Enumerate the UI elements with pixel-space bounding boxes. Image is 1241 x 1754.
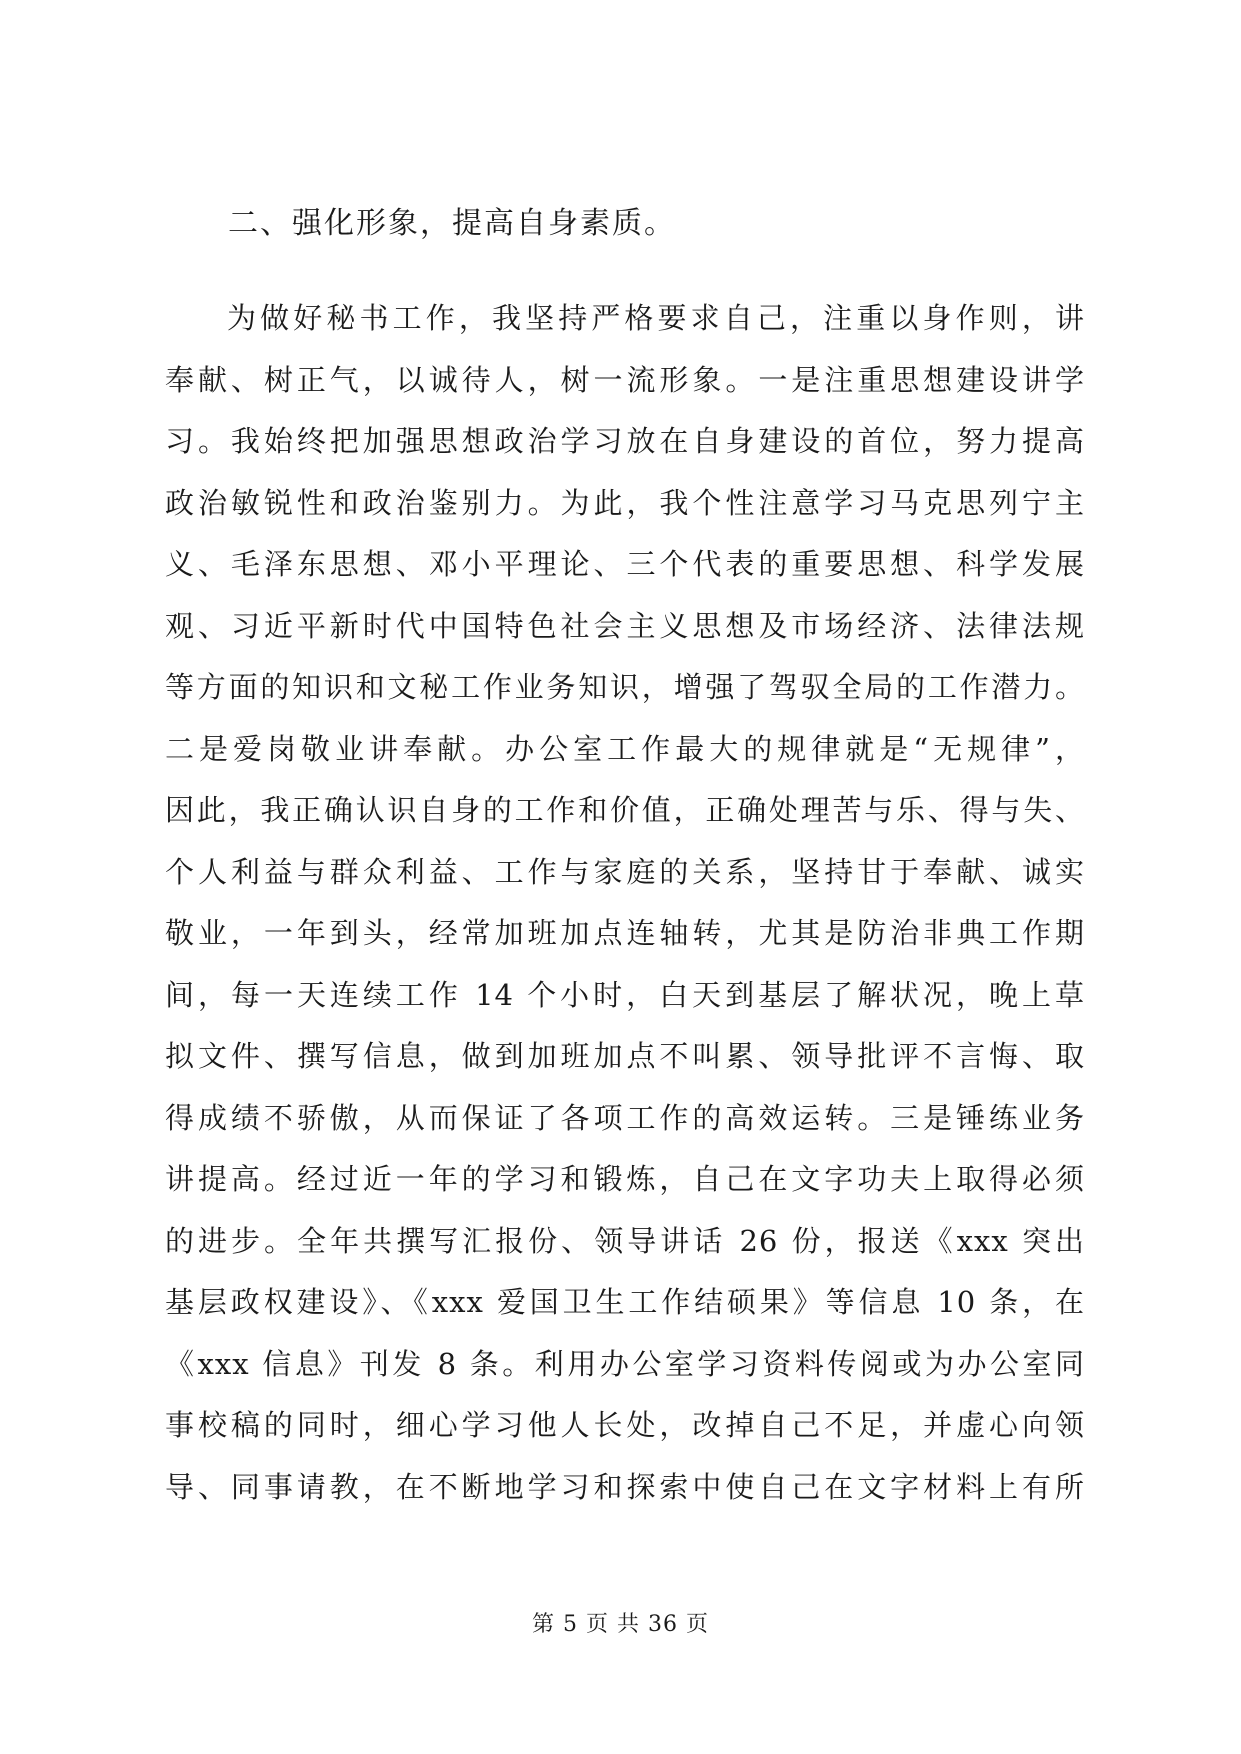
body-line: 为做好秘书工作，我坚持严格要求自己，注重以身作则，讲 <box>227 301 1085 335</box>
body-line: 政治敏锐性和政治鉴别力。为此，我个性注意学习马克思列宁主 <box>165 485 1085 520</box>
body-line: 观、习近平新时代中国特色社会主义思想及市场经济、法律法规 <box>165 608 1085 643</box>
body-line: 敬业，一年到头，经常加班加点连轴转，尤其是防治非典工作期 <box>165 916 1085 950</box>
body-line: 基层政权建设》、《xxx 爱国卫生工作结硕果》等信息 10 条，在 <box>165 1285 1085 1319</box>
body-line: 习。我始终把加强思想政治学习放在自身建设的首位，努力提高 <box>165 424 1085 458</box>
body-line: 义、毛泽东思想、邓小平理论、三个代表的重要思想、科学发展 <box>165 547 1085 581</box>
page-number-footer: 第 5 页 共 36 页 <box>532 1612 709 1637</box>
body-line: 二是爱岗敬业讲奉献。办公室工作最大的规律就是“无规律”， <box>165 731 1085 766</box>
body-line: 讲提高。经过近一年的学习和锻炼，自己在文字功夫上取得必须 <box>165 1162 1085 1196</box>
body-text <box>165 295 1085 1525</box>
body-line: 间，每一天连续工作 14 个小时，白天到基层了解状况，晚上草 <box>165 977 1085 1012</box>
body-line: 导、同事请教，在不断地学习和探索中使自己在文字材料上有所 <box>165 1469 1085 1504</box>
body-line: 得成绩不骄傲，从而保证了各项工作的高效运转。三是锤练业务 <box>165 1100 1085 1135</box>
body-line: 的进步。全年共撰写汇报份、领导讲话 26 份，报送《xxx 突出 <box>165 1223 1085 1258</box>
body-line: 因此，我正确认识自身的工作和价值，正确处理苦与乐、得与失、 <box>165 793 1085 827</box>
body-line: 等方面的知识和文秘工作业务知识，增强了驾驭全局的工作潜力。 <box>165 670 1085 704</box>
body-line: 奉献、树正气，以诚待人，树一流形象。一是注重思想建设讲学 <box>165 362 1085 397</box>
body-line: 拟文件、撰写信息，做到加班加点不叫累、领导批评不言悔、取 <box>165 1039 1085 1073</box>
body-line: 个人利益与群众利益、工作与家庭的关系，坚持甘于奉献、诚实 <box>165 854 1085 889</box>
section-heading: 二、强化形象，提高自身素质。 <box>228 206 676 241</box>
body-line: 事校稿的同时，细心学习他人长处，改掉自己不足，并虚心向领 <box>165 1408 1085 1442</box>
body-line: 《xxx 信息》刊发 8 条。利用办公室学习资料传阅或为办公室同 <box>165 1346 1085 1381</box>
